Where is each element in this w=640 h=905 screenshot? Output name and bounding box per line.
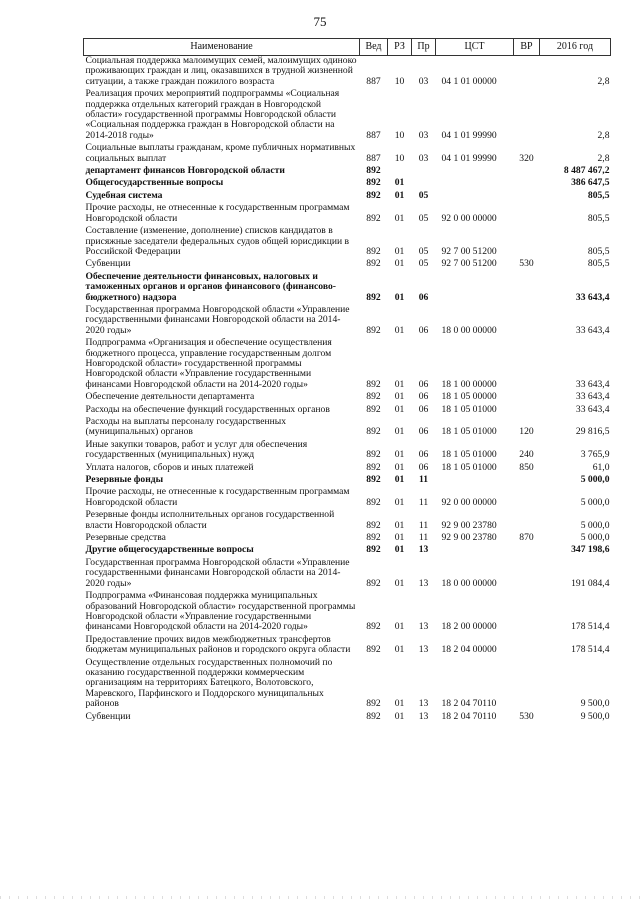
cell-name: Составление (изменение, дополнение) списков кандидатов в присяжные заседатели федеральных судов общей юрисдикции в Российской Федерации	[85, 225, 350, 257]
cell-cst: 18 1 05 00000	[441, 391, 497, 403]
cell-rz: 01	[394, 324, 405, 336]
header-cst: ЦСТ	[436, 39, 514, 56]
cell-cst: 92 0 00 00000	[441, 212, 497, 224]
cell-pr: 11	[418, 496, 429, 508]
cell-sum: 9 500,0	[580, 698, 610, 710]
cell-ved: 887	[366, 129, 381, 141]
table-row	[84, 203, 611, 226]
cell-sum: 347 198,6	[571, 544, 610, 556]
cell-vr: 320	[519, 152, 534, 164]
cell-ved: 892	[366, 577, 381, 589]
cell-rz: 01	[394, 189, 405, 201]
cell-name: Другие общегосударственные вопросы	[85, 544, 254, 556]
table-row	[84, 658, 611, 712]
cell-name: Предоставление прочих видов межбюджетных трансфертов бюджетам муниципальных районов и городского округа области	[85, 633, 351, 656]
cell-cst: 04 1 01 00000	[441, 75, 497, 87]
cell-name: Резервные фонды	[85, 474, 164, 486]
cell-vr	[514, 658, 540, 712]
cell-vr	[514, 338, 540, 392]
cell-cst: 92 7 00 51200	[441, 245, 497, 257]
cell-vr	[514, 203, 540, 226]
cell-ved: 892	[366, 403, 381, 415]
table-row	[84, 392, 611, 404]
cell-ved: 892	[366, 378, 381, 390]
cell-ved: 892	[366, 449, 381, 461]
cell-cst: 18 1 00 00000	[441, 378, 497, 390]
cell-vr	[514, 635, 540, 658]
table-row	[84, 712, 611, 724]
cell-name: Судебная система	[85, 189, 163, 201]
cell-ved: 892	[366, 177, 381, 189]
cell-rz: 01	[394, 212, 405, 224]
cell-name: Социальные выплаты гражданам, кроме публичных нормативных социальных выплат	[85, 142, 356, 164]
cell-sum: 178 514,4	[571, 644, 610, 656]
table-row	[84, 510, 611, 533]
cell-ved: 892	[366, 474, 381, 486]
cell-vr	[514, 56, 540, 90]
cell-name: Обеспечение деятельности финансовых, налоговых и таможенных органов и органов финансового (финансово-бюджетного) надзора	[85, 270, 336, 303]
cell-ved: 892	[366, 258, 381, 270]
cell-rz: 01	[394, 461, 405, 473]
cell-sum: 33 643,4	[575, 324, 610, 336]
cell-rz: 01	[394, 496, 405, 508]
cell-rz: 01	[394, 621, 405, 633]
cell-rz: 01	[394, 544, 405, 556]
cell-name: Иные закупки товаров, работ и услуг для обеспечения государственных (муниципальных) нужд	[85, 438, 308, 461]
table-row	[84, 338, 611, 392]
cell-pr: 13	[418, 644, 429, 656]
cell-cst: 18 2 04 70110	[441, 710, 497, 722]
table-header-row	[84, 39, 611, 56]
cell-vr	[514, 89, 540, 143]
cell-sum: 8 487 467,2	[563, 165, 610, 177]
cell-name: Субвенции	[85, 710, 131, 722]
cell-rz: 01	[394, 577, 405, 589]
cell-pr: 11	[418, 474, 429, 486]
cell-ved: 892	[366, 189, 381, 201]
cell-name: Социальная поддержка малоимущих семей, малоимущих одиноко проживающих граждан и лиц, оказавшихся в трудной жизненной ситуации, а также граждан пожилого возраста	[85, 55, 357, 87]
cell-cst	[436, 178, 514, 190]
cell-pr	[412, 178, 436, 190]
table-row	[84, 558, 611, 591]
cell-pr: 06	[418, 391, 429, 403]
cell-vr: 530	[519, 258, 534, 270]
cell-sum: 5 000,0	[580, 496, 610, 508]
cell-rz: 01	[394, 291, 405, 303]
cell-vr	[514, 272, 540, 305]
cell-name: Подпрограмма «Финансовая поддержка муниципальных образований Новгородской области» государственной программы Новгородской области «Управление государственными финансами Новгородской области на 2014-2020 годы»	[85, 590, 356, 633]
cell-name: Реализация прочих мероприятий подпрограммы «Социальная поддержка отдельных категорий граждан в Новгородской области» государственной программы Новгородской области «Социальная поддержка граждан в Новгородской области на 2014-2018 годы»	[85, 88, 340, 141]
cell-name: Резервные фонды исполнительных органов государственной власти Новгородской области	[85, 509, 335, 531]
cell-sum: 178 514,4	[571, 621, 610, 633]
table-row	[84, 226, 611, 259]
cell-rz: 01	[394, 177, 405, 189]
cell-pr: 13	[418, 544, 429, 556]
cell-sum: 2,8	[597, 152, 610, 164]
cell-cst	[436, 166, 514, 178]
cell-ved: 892	[366, 245, 381, 257]
budget-table	[83, 38, 611, 724]
cell-sum: 29 816,5	[575, 426, 610, 438]
cell-cst: 18 2 00 00000	[441, 621, 497, 633]
cell-cst: 92 9 00 23780	[441, 519, 497, 531]
cell-name: Осуществление отдельных государственных полномочий по оказанию государственной поддержки коммерческим организациям на территориях Батецкого, Волотовского, Маревского, Парфинского и Поддорского муниципальных районов	[85, 656, 333, 710]
cell-name: Обеспечение деятельности департамента	[85, 391, 255, 403]
cell-ved: 892	[366, 461, 381, 473]
cell-ved: 892	[366, 291, 381, 303]
cell-cst	[436, 272, 514, 305]
cell-pr: 06	[418, 324, 429, 336]
cell-name: Субвенции	[85, 258, 131, 270]
cell-sum: 386 647,5	[571, 177, 610, 189]
table-row	[84, 635, 611, 658]
cell-rz: 01	[394, 532, 405, 544]
cell-cst: 92 7 00 51200	[441, 258, 497, 270]
cell-rz: 10	[394, 152, 405, 164]
table-row	[84, 272, 611, 305]
cell-vr	[514, 191, 540, 203]
table-row	[84, 487, 611, 510]
cell-name: Расходы на выплаты персоналу государственных (муниципальных) органов	[85, 416, 287, 438]
cell-name: Подпрограмма «Организация и обеспечение осуществления бюджетного процесса, управление государственным долгом Новгородской области» государственной программы Новгородской области «Управление государственными финансами Новгородской области на 2014-2020 годы»	[85, 337, 332, 390]
cell-name: Расходы на обеспечение функций государственных органов	[85, 403, 330, 415]
cell-sum: 5 000,0	[580, 532, 610, 544]
cell-rz: 01	[394, 474, 405, 486]
cell-pr: 06	[418, 461, 429, 473]
cell-pr: 03	[418, 152, 429, 164]
cell-ved: 892	[366, 644, 381, 656]
cell-pr: 06	[418, 378, 429, 390]
cell-ved: 892	[366, 532, 381, 544]
cell-sum: 805,5	[587, 189, 610, 201]
table-row	[84, 591, 611, 635]
cell-vr	[514, 475, 540, 487]
header-sum: 2016 год	[540, 39, 611, 56]
scan-noise	[0, 896, 640, 899]
cell-vr	[514, 226, 540, 259]
cell-rz: 01	[394, 258, 405, 270]
cell-sum: 61,0	[592, 461, 610, 473]
cell-rz: 01	[394, 391, 405, 403]
cell-name: Резервные средства	[85, 532, 166, 544]
cell-vr	[514, 591, 540, 635]
cell-pr: 05	[418, 212, 429, 224]
cell-vr	[514, 558, 540, 591]
header-pr: Пр	[412, 39, 436, 56]
cell-vr	[514, 305, 540, 338]
cell-ved: 892	[366, 426, 381, 438]
table-row	[84, 178, 611, 190]
cell-vr	[514, 178, 540, 190]
cell-sum: 805,5	[587, 212, 610, 224]
table-row	[84, 56, 611, 90]
cell-cst: 04 1 01 99990	[441, 152, 497, 164]
cell-pr: 05	[418, 258, 429, 270]
cell-ved: 892	[366, 212, 381, 224]
cell-name: Общегосударственные вопросы	[85, 177, 224, 189]
cell-cst	[436, 545, 514, 557]
cell-name: Уплата налогов, сборов и иных платежей	[85, 461, 254, 473]
table-row	[84, 417, 611, 440]
cell-sum: 2,8	[597, 75, 610, 87]
cell-sum: 5 000,0	[580, 474, 610, 486]
cell-rz: 10	[394, 75, 405, 87]
cell-cst: 18 0 00 00000	[441, 577, 497, 589]
cell-cst: 18 2 04 70110	[441, 698, 497, 710]
table-row	[84, 89, 611, 143]
cell-ved: 892	[366, 165, 381, 177]
cell-sum: 805,5	[587, 245, 610, 257]
cell-cst	[436, 191, 514, 203]
cell-vr	[514, 510, 540, 533]
page-number: 75	[313, 14, 327, 29]
table-row	[84, 305, 611, 338]
cell-sum: 33 643,4	[575, 291, 610, 303]
cell-rz: 01	[394, 403, 405, 415]
cell-rz: 01	[394, 710, 405, 722]
cell-cst: 18 0 00 00000	[441, 324, 497, 336]
cell-cst	[436, 475, 514, 487]
cell-sum: 9 500,0	[580, 710, 610, 722]
table-row	[84, 545, 611, 557]
header-ved: Вед	[360, 39, 388, 56]
cell-pr: 13	[418, 577, 429, 589]
cell-sum: 2,8	[597, 129, 610, 141]
cell-vr	[514, 487, 540, 510]
cell-pr: 06	[418, 403, 429, 415]
cell-vr: 870	[519, 532, 534, 544]
cell-sum: 33 643,4	[575, 391, 610, 403]
cell-pr: 03	[418, 75, 429, 87]
cell-pr: 05	[418, 189, 429, 201]
header-name: Наименование	[84, 39, 360, 56]
cell-vr	[514, 545, 540, 557]
cell-sum: 33 643,4	[575, 378, 610, 390]
cell-pr: 13	[418, 621, 429, 633]
cell-pr: 11	[418, 519, 429, 531]
cell-vr	[514, 405, 540, 417]
cell-name: Государственная программа Новгородской области «Управление государственными финансами Новгородской области на 2014-2020 годы»	[85, 556, 350, 589]
cell-ved: 892	[366, 391, 381, 403]
cell-name: департамент финансов Новгородской области	[85, 165, 285, 177]
cell-vr: 120	[519, 426, 534, 438]
cell-cst: 18 1 05 01000	[441, 449, 497, 461]
cell-pr: 13	[418, 710, 429, 722]
cell-pr: 06	[418, 449, 429, 461]
cell-name: Прочие расходы, не отнесенные к государственным программам Новгородской области	[85, 202, 350, 224]
cell-ved: 887	[366, 75, 381, 87]
cell-pr: 06	[418, 291, 429, 303]
cell-vr: 850	[519, 461, 534, 473]
cell-ved: 892	[366, 544, 381, 556]
cell-pr: 13	[418, 698, 429, 710]
cell-sum: 33 643,4	[575, 403, 610, 415]
cell-rz: 01	[394, 378, 405, 390]
cell-rz: 10	[394, 129, 405, 141]
header-vr: ВР	[514, 39, 540, 56]
cell-rz: 01	[394, 426, 405, 438]
cell-ved: 887	[366, 152, 381, 164]
cell-rz: 01	[394, 245, 405, 257]
cell-ved: 892	[366, 519, 381, 531]
cell-rz: 01	[394, 519, 405, 531]
cell-sum: 191 084,4	[571, 577, 610, 589]
cell-vr	[514, 166, 540, 178]
cell-ved: 892	[366, 621, 381, 633]
cell-cst: 18 2 04 00000	[441, 644, 497, 656]
cell-pr	[412, 166, 436, 178]
cell-ved: 892	[366, 710, 381, 722]
table-row	[84, 440, 611, 463]
cell-pr: 11	[418, 532, 429, 544]
cell-cst: 18 1 05 01000	[441, 426, 497, 438]
cell-ved: 892	[366, 496, 381, 508]
cell-vr	[514, 392, 540, 404]
cell-pr: 06	[418, 426, 429, 438]
cell-vr: 530	[519, 710, 534, 722]
cell-cst: 18 1 05 01000	[441, 461, 497, 473]
cell-rz: 01	[394, 449, 405, 461]
table-row	[84, 143, 611, 166]
cell-rz: 01	[394, 698, 405, 710]
cell-pr: 03	[418, 129, 429, 141]
cell-ved: 892	[366, 698, 381, 710]
cell-sum: 5 000,0	[580, 519, 610, 531]
header-rz: РЗ	[388, 39, 412, 56]
table-row	[84, 259, 611, 271]
cell-cst: 92 0 00 00000	[441, 496, 497, 508]
cell-cst: 18 1 05 01000	[441, 403, 497, 415]
cell-name: Прочие расходы, не отнесенные к государственным программам Новгородской области	[85, 486, 350, 508]
cell-cst: 92 9 00 23780	[441, 532, 497, 544]
cell-cst: 04 1 01 99990	[441, 129, 497, 141]
cell-ved: 892	[366, 324, 381, 336]
cell-sum: 805,5	[587, 258, 610, 270]
cell-sum: 3 765,9	[580, 449, 610, 461]
cell-pr: 05	[418, 245, 429, 257]
table-body	[84, 56, 611, 724]
cell-vr: 240	[519, 449, 534, 461]
cell-rz: 01	[394, 644, 405, 656]
cell-name: Государственная программа Новгородской области «Управление государственными финансами Новгородской области на 2014-2020 годы»	[85, 303, 350, 336]
